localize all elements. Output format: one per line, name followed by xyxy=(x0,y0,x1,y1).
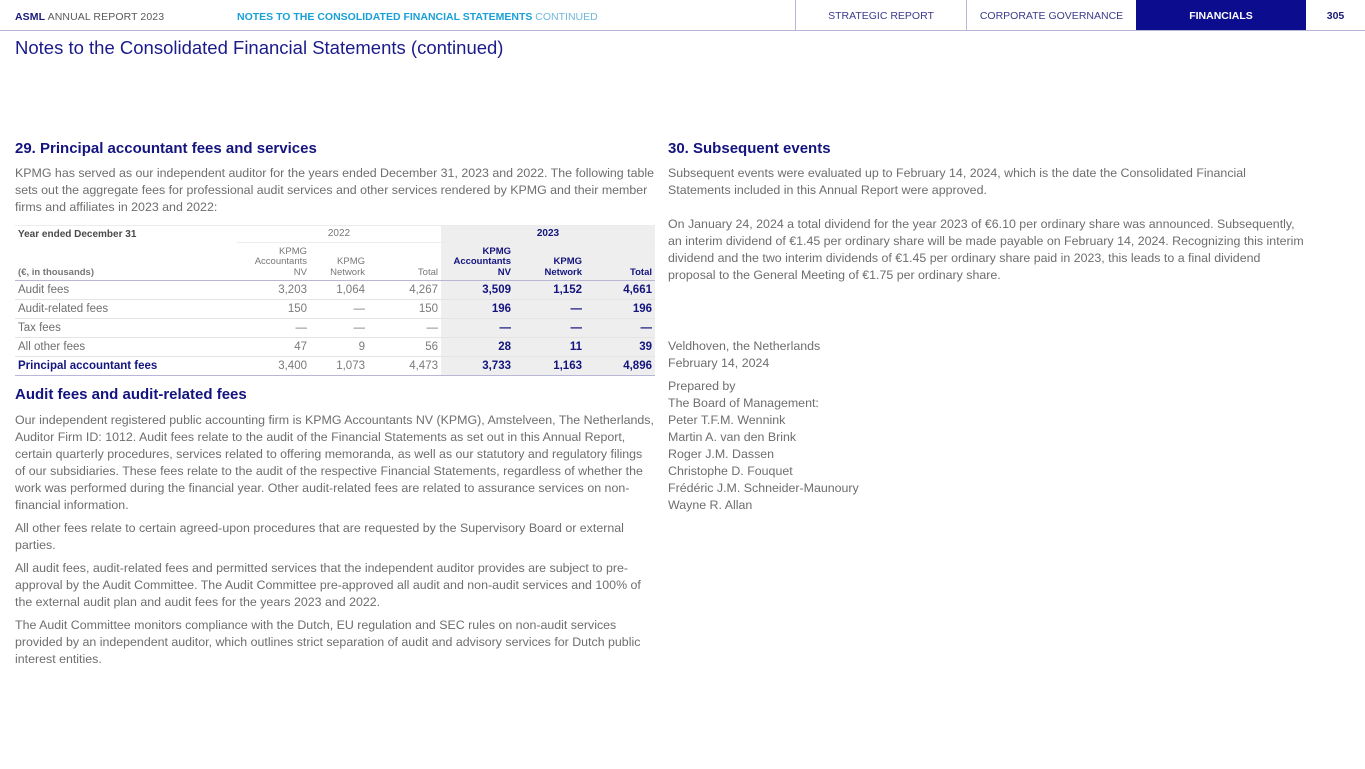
signatory-name: Frédéric J.M. Schneider-Maunoury xyxy=(668,481,859,495)
year-ended-label: Year ended December 31 xyxy=(15,226,237,243)
cell-2023-network: 11 xyxy=(514,338,585,357)
board-label: The Board of Management: xyxy=(668,396,819,410)
subsequent-events-paragraph-1: Subsequent events were evaluated up to February 14, 2024, which is the date the Consolidated Financial Statements included in this Annual Report were approved. xyxy=(668,166,1246,197)
cell-2023-network: — xyxy=(514,319,585,338)
col-2023-kpmg-accountants: KPMG Accountants NV xyxy=(441,242,514,281)
signature-block xyxy=(668,338,1328,514)
table-year-header-row xyxy=(15,226,655,243)
section-title: NOTES TO THE CONSOLIDATED FINANCIAL STATEMENTS xyxy=(237,11,533,23)
table-row xyxy=(15,281,655,300)
nav-strategic-report[interactable]: STRATEGIC REPORT xyxy=(795,0,966,30)
cell-2022-network: 1,064 xyxy=(310,281,368,300)
prepared-by: Prepared by xyxy=(668,379,736,393)
table-row xyxy=(15,319,655,338)
signing-date: February 14, 2024 xyxy=(668,356,770,370)
cell-2022-total: — xyxy=(368,319,441,338)
cell-2023-network: 1,152 xyxy=(514,281,585,300)
col-2022-kpmg-accountants: KPMG Accountants NV xyxy=(237,242,310,281)
table-total-row xyxy=(15,357,655,376)
top-bar xyxy=(0,0,1365,31)
nav-financials[interactable]: FINANCIALS xyxy=(1136,0,1306,30)
cell-2023-accountants: 3,509 xyxy=(441,281,514,300)
unit-label: (€, in thousands) xyxy=(15,242,237,281)
subsequent-events-paragraph-2: On January 24, 2024 a total dividend for the year 2023 of €6.10 per ordinary share was announced. Subsequently, an interim dividend of €1.45 per ordinary share will be made payable on February 14, 2024. Recognizing this interim dividend and the two interim dividends of €1.45 per ordinary share paid in 2023, this leads to a final dividend proposal to the General Meeting of €1.75 per ordinary share. xyxy=(668,217,1304,282)
cell-2022-network: 1,073 xyxy=(310,357,368,376)
section-continued: CONTINUED xyxy=(535,11,598,23)
note-29-section xyxy=(15,140,655,668)
cell-2022-total: 4,473 xyxy=(368,357,441,376)
cell-2023-accountants: 28 xyxy=(441,338,514,357)
cell-2023-total: 4,896 xyxy=(585,357,655,376)
audit-paragraph-3: All audit fees, audit-related fees and permitted services that the independent auditor provides are subject to pre-approval by the Audit Committee. The Audit Committee pre-approved all audit and non-audit services and 100% of the external audit plan and audit fees for the years 2023 and 2022. xyxy=(15,561,641,609)
table-column-header-row xyxy=(15,242,655,281)
page-title: Notes to the Consolidated Financial Statements (continued) xyxy=(15,37,504,58)
cell-2022-total: 150 xyxy=(368,300,441,319)
table-row xyxy=(15,300,655,319)
signatory-name: Wayne R. Allan xyxy=(668,498,753,512)
signatory-name: Roger J.M. Dassen xyxy=(668,447,775,461)
year-2022-header: 2022 xyxy=(237,226,441,243)
signatory-name: Christophe D. Fouquet xyxy=(668,464,793,478)
col-2023-kpmg-network: KPMG Network xyxy=(514,242,585,281)
col-2022-total: Total xyxy=(368,242,441,281)
row-label: Tax fees xyxy=(15,319,237,338)
audit-paragraph-2: All other fees relate to certain agreed-upon procedures that are requested by the Supervisory Board or external parties. xyxy=(15,521,624,552)
row-label: All other fees xyxy=(15,338,237,357)
cell-2023-network: 1,163 xyxy=(514,357,585,376)
section-breadcrumb[interactable] xyxy=(237,11,598,23)
note-30-heading: 30. Subsequent events xyxy=(668,140,831,157)
audit-fees-heading: Audit fees and audit-related fees xyxy=(15,386,247,403)
signatory-name: Martin A. van den Brink xyxy=(668,430,797,444)
brand-report-title: ANNUAL REPORT 2023 xyxy=(47,11,165,23)
cell-2022-accountants: 47 xyxy=(237,338,310,357)
row-label: Principal accountant fees xyxy=(15,357,237,376)
nav-corporate-governance[interactable]: CORPORATE GOVERNANCE xyxy=(966,0,1136,30)
col-2023-total: Total xyxy=(585,242,655,281)
row-label: Audit-related fees xyxy=(15,300,237,319)
cell-2022-accountants: 150 xyxy=(237,300,310,319)
cell-2023-total: 39 xyxy=(585,338,655,357)
cell-2022-network: — xyxy=(310,319,368,338)
note-29-intro: KPMG has served as our independent auditor for the years ended December 31, 2023 and 2022. The following table sets out the aggregate fees for professional audit services and other services rendered by KPMG and their member firms and affiliates in 2023 and 2022: xyxy=(15,166,654,214)
signing-place: Veldhoven, the Netherlands xyxy=(668,339,821,353)
cell-2022-accountants: 3,203 xyxy=(237,281,310,300)
brand-name: ASML xyxy=(15,11,46,23)
cell-2022-network: — xyxy=(310,300,368,319)
cell-2022-network: 9 xyxy=(310,338,368,357)
col-2022-kpmg-network: KPMG Network xyxy=(310,242,368,281)
cell-2022-total: 56 xyxy=(368,338,441,357)
cell-2023-accountants: 196 xyxy=(441,300,514,319)
year-2023-header: 2023 xyxy=(441,226,655,243)
cell-2023-total: 4,661 xyxy=(585,281,655,300)
cell-2022-total: 4,267 xyxy=(368,281,441,300)
fees-table-body xyxy=(15,281,655,376)
section-nav xyxy=(795,0,1365,30)
row-label: Audit fees xyxy=(15,281,237,300)
report-brand xyxy=(15,11,164,23)
cell-2023-total: 196 xyxy=(585,300,655,319)
audit-paragraph-1: Our independent registered public accounting firm is KPMG Accountants NV (KPMG), Amstelveen, The Netherlands, Auditor Firm ID: 1012. Audit fees relate to the audit of the Financial Statements as set out in this Annual Report, certain quarterly procedures, services related to offering memoranda, as well as our statutory and regulatory filings of our subsidiaries. These fees relate to the audit of the respective Financial Statements, regardless of whether the work was performed during the financial year. Other audit-related fees are related to assurance services on non-financial information. xyxy=(15,413,654,512)
signatories-list xyxy=(668,412,1328,514)
note-29-heading: 29. Principal accountant fees and services xyxy=(15,140,317,157)
cell-2023-accountants: — xyxy=(441,319,514,338)
signatory-name: Peter T.F.M. Wennink xyxy=(668,413,786,427)
cell-2023-network: — xyxy=(514,300,585,319)
audit-paragraph-4: The Audit Committee monitors compliance with the Dutch, EU regulation and SEC rules on non-audit services provided by an independent auditor, which outlines strict separation of audit and advisory services for Dutch public interest entities. xyxy=(15,618,641,666)
note-30-section xyxy=(668,140,1328,514)
cell-2022-accountants: — xyxy=(237,319,310,338)
table-row xyxy=(15,338,655,357)
cell-2023-accountants: 3,733 xyxy=(441,357,514,376)
cell-2022-accountants: 3,400 xyxy=(237,357,310,376)
fees-table xyxy=(15,225,655,376)
page-number: 305 xyxy=(1326,10,1345,22)
cell-2023-total: — xyxy=(585,319,655,338)
